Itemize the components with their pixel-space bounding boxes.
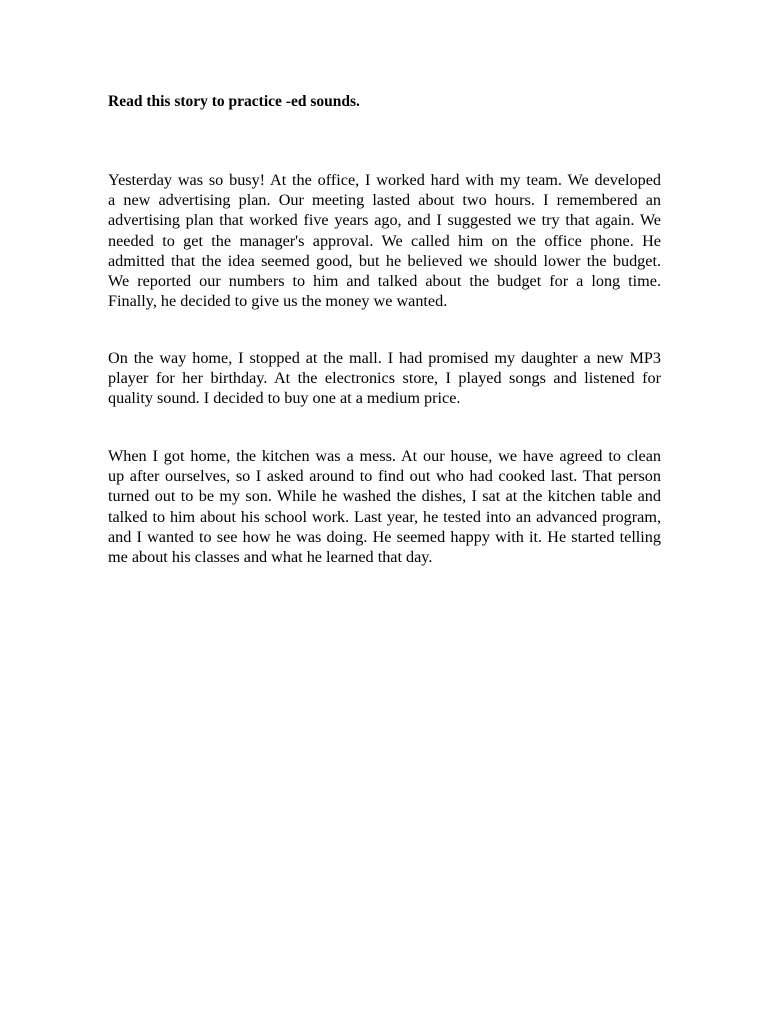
text-line: talked to him about his school work. Last year, he tested into an advanced program, <box>108 507 661 526</box>
text-line: On the way home, I stopped at the mall. I had promised my daughter a new MP3 <box>108 349 661 367</box>
text-line: quality sound. I decided to buy one at a medium price. <box>108 389 461 408</box>
text-line: We reported our numbers to him and talked about the budget for a long time. <box>108 272 661 291</box>
text-line: advertising plan that worked five years ago, and I suggested we try that again. We <box>108 211 661 230</box>
text-line: me about his classes and what he learned that day. <box>108 548 433 567</box>
text-line: a new advertising plan. Our meeting lasted about two hours. I remembered an <box>108 191 661 210</box>
story-paragraph-3 <box>108 446 661 567</box>
story-paragraph-1 <box>108 170 661 311</box>
text-line: needed to get the manager's approval. We called him on the office phone. He <box>108 231 661 250</box>
text-line: admitted that the idea seemed good, but he believed we should lower the budget. <box>108 251 661 270</box>
text-line: When I got home, the kitchen was a mess. At our house, we have agreed to clean <box>108 447 661 465</box>
text-line: up after ourselves, so I asked around to find out who had cooked last. That person <box>108 467 661 486</box>
text-line: Yesterday was so busy! At the office, I worked hard with my team. We developed <box>108 171 661 189</box>
text-line: turned out to be my son. While he washed the dishes, I sat at the kitchen table and <box>108 487 661 506</box>
text-line: and I wanted to see how he was doing. He seemed happy with it. He started telling <box>108 527 661 546</box>
story-paragraph-2 <box>108 348 661 409</box>
text-line: Finally, he decided to give us the money we wanted. <box>108 292 448 311</box>
text-line: player for her birthday. At the electronics store, I played songs and listened for <box>108 369 661 388</box>
document-title: Read this story to practice -ed sounds. <box>108 93 360 110</box>
